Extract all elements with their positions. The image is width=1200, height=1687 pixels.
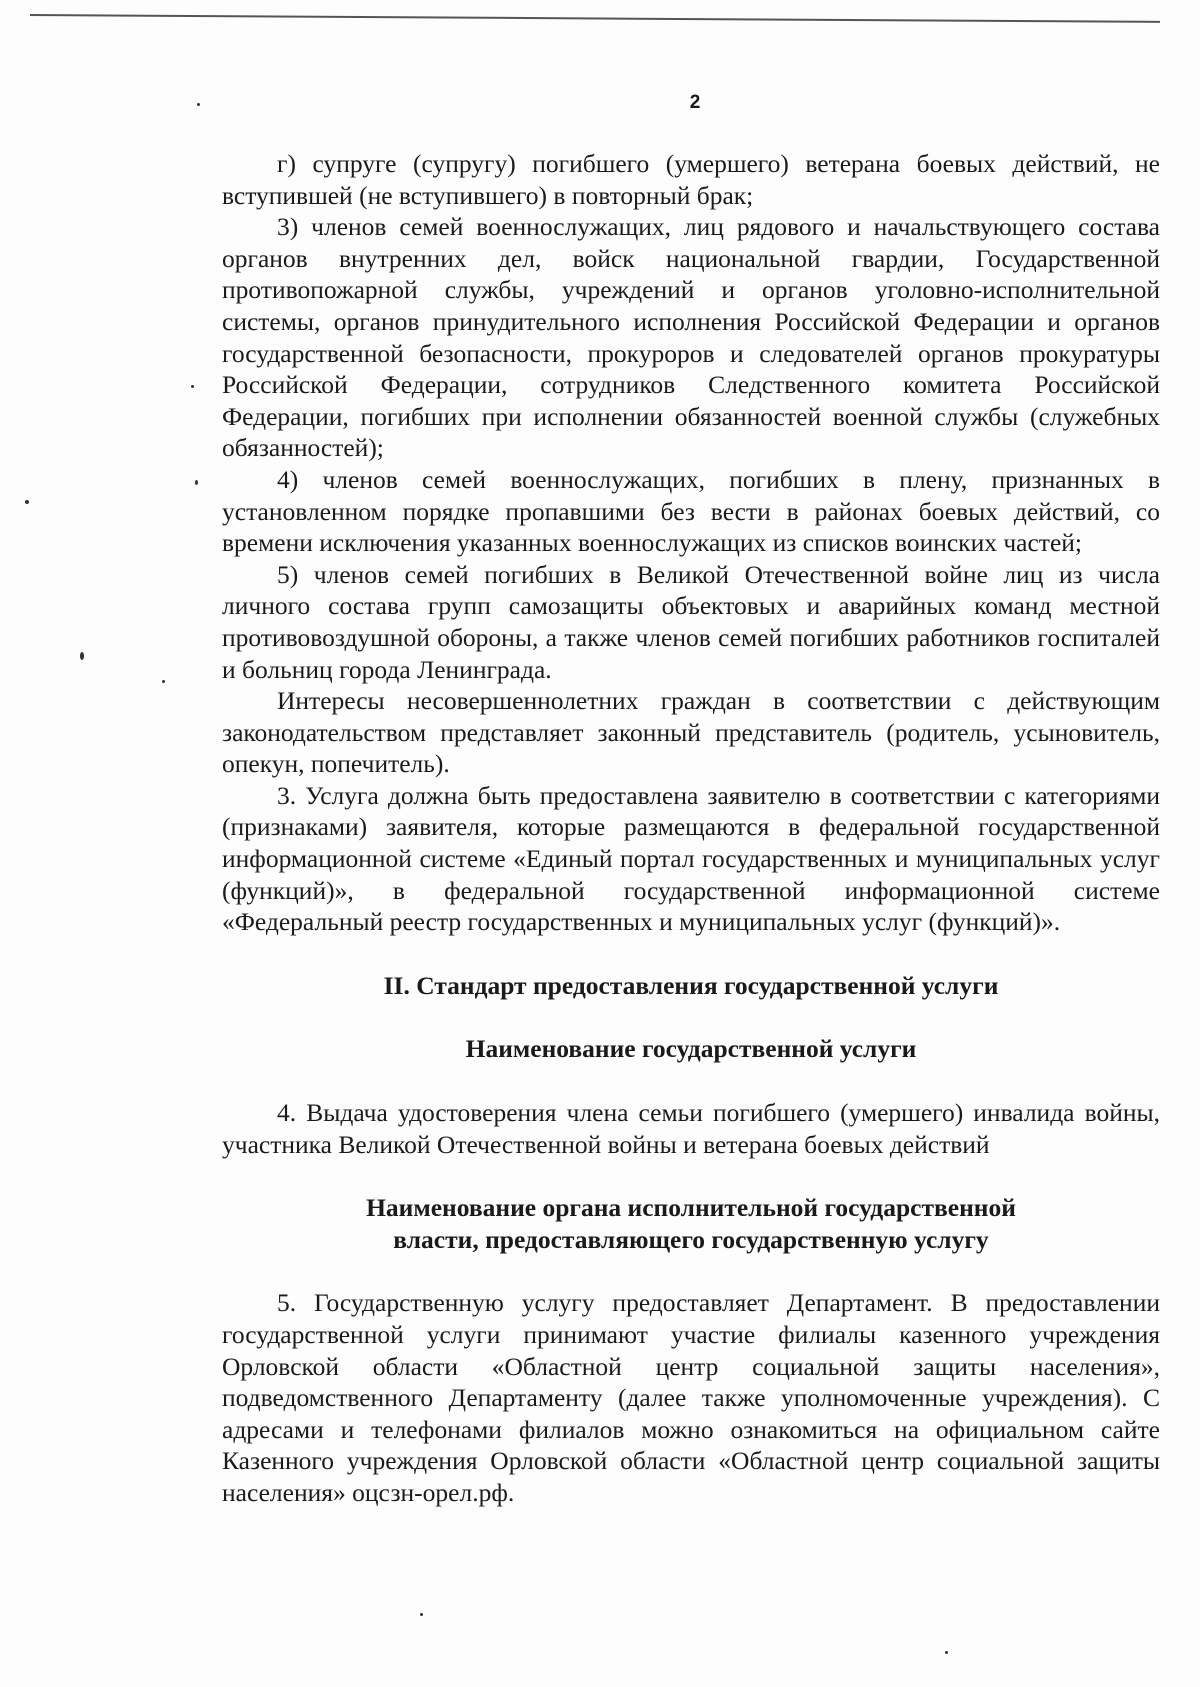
paragraph-item-4: 4) членов семей военнослужащих, погибших в плену, признанных в установленном порядке пропавшими без вести в районах боевых действий, со времени исключения указанных военнослужащих из списков воинских частей; [222, 464, 1160, 558]
scan-speck [25, 500, 29, 504]
scan-speck [191, 385, 194, 388]
scan-speck [945, 1651, 948, 1654]
scan-speck [162, 680, 165, 683]
scan-speck [195, 480, 198, 485]
paragraph-item-3: 3) членов семей военнослужащих, лиц рядового и начальствующего состава органов внутренних дел, войск национальной гвардии, Государственной противопожарной службы, учреждений и органов уголовно-исполнительной системы, органов принудительного исполнения Российской Федерации и органов государственной безопасности, прокуроров и следователей органов прокуратуры Российской Федерации, сотрудников Следственного комитета Российской Федерации, погибших при исполнении обязанностей военной службы (служебных обязанностей); [222, 212, 1160, 463]
scan-speck [197, 103, 200, 106]
paragraph-clause-5: 5. Государственную услугу предоставляет Департамент. В предоставлении государственной услуги принимают участие филиалы казенного учреждения Орловской области «Областной центр социальной защиты населения», подведомственного Департаменту (далее также уполномоченные учреждения). С адресами и телефонами филиалов можно ознакомиться на официальном сайте Казенного учреждения Орловской области «Областной центр социальной защиты населения» оцсзн-орел.рф. [222, 1288, 1160, 1507]
page-number: 2 [689, 92, 701, 113]
paragraph-item-5: 5) членов семей погибших в Великой Отечественной войне лиц из числа личного состава групп самозащиты объектовых и аварийных команд местной противовоздушной обороны, а также членов семей погибших работников госпиталей и больниц города Ленинграда. [222, 559, 1160, 684]
scan-top-rule [30, 14, 1160, 23]
subheading-authority-line-2: власти, предоставляющего государственную услугу [393, 1224, 989, 1254]
scan-speck [80, 652, 84, 660]
paragraph-spouse: г) супруге (супругу) погибшего (умершего) ветерана боевых действий, не вступившей (не вступившего) в повторный брак; [222, 149, 1160, 210]
paragraph-minors: Интересы несовершеннолетних граждан в соответствии с действующим законодательством представляет законный представитель (родитель, усыновитель, опекун, попечитель). [222, 686, 1160, 779]
paragraph-clause-4: 4. Выдача удостоверения члена семьи погибшего (умершего) инвалида войны, участника Великой Отечественной войны и ветерана боевых действий [222, 1098, 1160, 1159]
subheading-authority-line-1: Наименование органа исполнительной государственной [366, 1193, 1016, 1223]
scan-speck [420, 1613, 423, 1616]
paragraph-clause-3: 3. Услуга должна быть предоставлена заявителю в соответствии с категориями (признаками) заявителя, которые размещаются в федеральной государственной информационной системе «Единый портал государственных и муниципальных услуг (функций)», в федеральной государственной информационной системе «Федеральный реестр государственных и муниципальных услуг (функций)». [222, 780, 1160, 937]
subheading-service-name: Наименование государственной услуги [465, 1034, 917, 1064]
section-heading: II. Стандарт предоставления государственной услуги [383, 970, 999, 1000]
subheading-authority [222, 1192, 1160, 1255]
document-body [222, 148, 1160, 1509]
